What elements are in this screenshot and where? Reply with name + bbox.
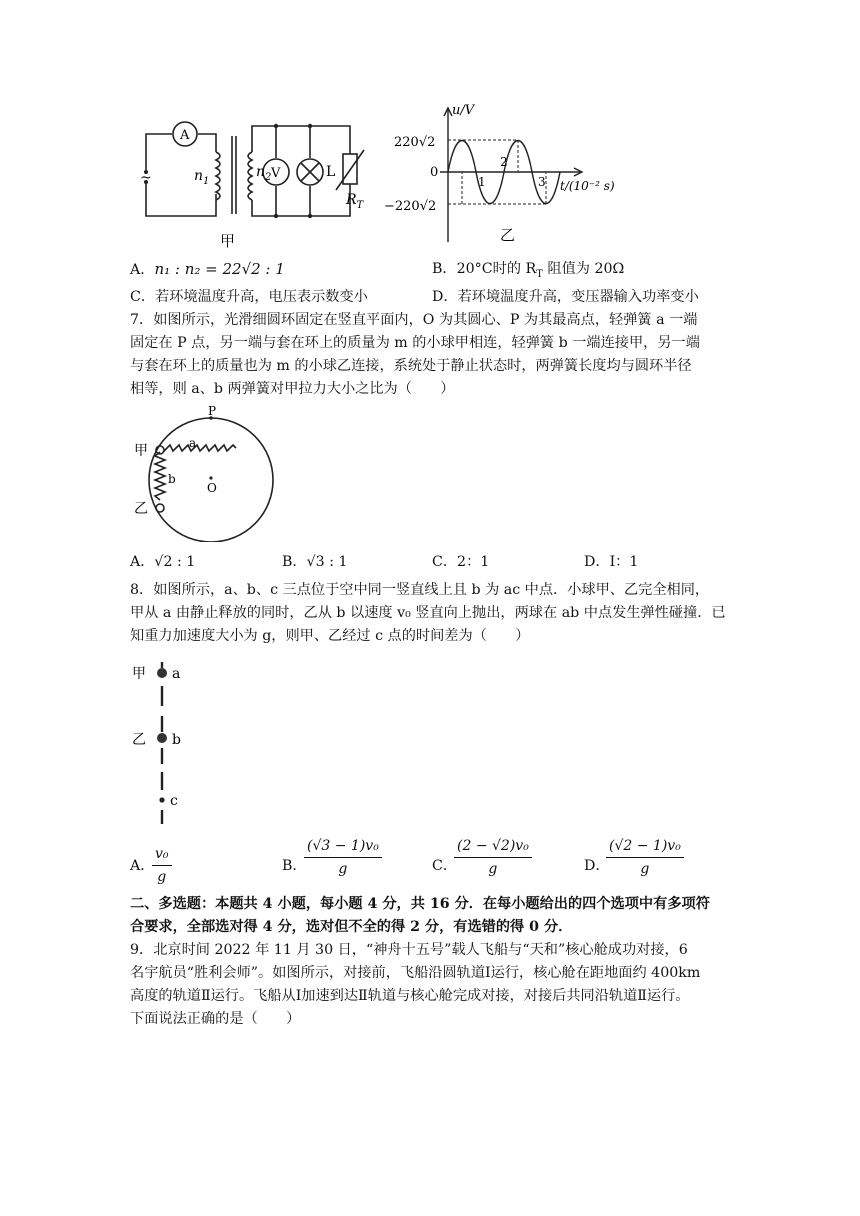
q9-stem-line-1: 9．北京时间 2022 年 11 月 30 日，“神舟十五号”载人飞船与“天和”核心舱成功对接，6 bbox=[130, 942, 688, 958]
q6-option-a-letter: A． bbox=[130, 262, 155, 278]
peak-positive-label: 220√2 bbox=[394, 135, 436, 150]
q8-option-d-letter[interactable]: D． bbox=[584, 858, 610, 874]
tick-3-label: 3 bbox=[538, 175, 546, 189]
figure-yi-label: 乙 bbox=[500, 226, 516, 244]
q7-option-d[interactable]: D．I：1 bbox=[584, 554, 639, 570]
n1-subscript: 1 bbox=[203, 176, 210, 187]
voltmeter-label: V bbox=[271, 166, 281, 181]
transformer-circuit-figure bbox=[128, 92, 368, 252]
fraction-denominator: g bbox=[338, 861, 348, 877]
q6-option-b[interactable] bbox=[432, 259, 624, 285]
q7-stem-line-1: 7．如图所示，光滑细圆环固定在竖直平面内，O 为其圆心、P 为其最高点，轻弹簧 a 一端 bbox=[130, 312, 698, 328]
section-2-header-line-1: 二、多选题：本题共 4 小题，每小题 4 分，共 16 分．在每小题给出的四个选项中有多项符 bbox=[130, 896, 710, 912]
q6-option-b-end: 阻值为 20Ω bbox=[542, 261, 625, 277]
vertical-line-figure bbox=[128, 658, 208, 828]
q7-stem-line-2: 固定在 P 点，另一端与套在环上的质量为 m 的小球甲相连，轻弹簧 b 一端连接甲，另一端 bbox=[130, 335, 700, 351]
q8-option-a-letter[interactable]: A． bbox=[130, 858, 155, 874]
fraction-denominator: g bbox=[640, 861, 650, 877]
q6-option-d[interactable]: D．若环境温度升高，变压器输入功率变小 bbox=[432, 289, 699, 305]
q9-stem-line-3: 高度的轨道Ⅱ运行。飞船从Ⅰ加速到达Ⅱ轨道与核心舱完成对接，对接后共同沿轨道Ⅱ运行。 bbox=[130, 988, 690, 1004]
q7-option-b[interactable]: B．√3 : 1 bbox=[282, 554, 348, 570]
fraction-denominator: g bbox=[157, 869, 167, 885]
svg-text:n1 bbox=[194, 168, 209, 187]
ball-yi-label: 乙 bbox=[134, 501, 148, 517]
rt-label: R bbox=[346, 192, 357, 208]
ball-jia-label: 甲 bbox=[134, 443, 148, 459]
fraction-denominator: g bbox=[488, 861, 498, 877]
t-axis-label: t/(10⁻² s) bbox=[560, 179, 615, 193]
q8-stem-line-1: 8．如图所示，a、b、c 三点位于空中同一竖直线上且 b 为 ac 中点．小球甲、乙完全相同， bbox=[130, 582, 710, 598]
q6-option-c[interactable]: C．若环境温度升高，电压表示数变小 bbox=[130, 289, 368, 305]
q6-option-b-subscript: T bbox=[536, 268, 543, 280]
q8-stem-line-2: 甲从 a 由静止释放的同时，乙从 b 以速度 v₀ 竖直向上抛出，两球在 ab 中点发生弹性碰撞．已 bbox=[130, 605, 726, 621]
ball-yi-label: 乙 bbox=[132, 732, 146, 748]
rt-subscript: T bbox=[356, 200, 364, 211]
q7-option-a[interactable]: A．√2 : 1 bbox=[130, 554, 196, 570]
ammeter-label: A bbox=[180, 128, 190, 143]
source-symbol: ~ bbox=[140, 170, 152, 186]
q6-option-b-text: 20°C时的 R bbox=[456, 261, 537, 277]
n1-label: n bbox=[194, 168, 204, 184]
n2-subscript: 2 bbox=[265, 172, 272, 183]
tick-2-label: 2 bbox=[500, 155, 508, 169]
q8-option-b-letter[interactable]: B． bbox=[282, 858, 307, 874]
u-axis-label: u/V bbox=[452, 103, 475, 118]
fraction-numerator: v₀ bbox=[152, 846, 172, 866]
q8-option-b-fraction bbox=[304, 838, 382, 877]
q9-stem-line-2: 名宇航员“胜利会师”。如图所示，对接前，飞船沿圆轨道Ⅰ运行，核心舱在距地面约 400km bbox=[130, 965, 701, 981]
point-c-label: c bbox=[170, 793, 178, 809]
svg-text:RT bbox=[345, 192, 365, 211]
point-b-label: b bbox=[172, 732, 181, 748]
q6-option-a-text: n₁ : n₂ = 22√2 : 1 bbox=[154, 260, 285, 278]
svg-text:n2 bbox=[256, 164, 271, 183]
section-2-header-line-2: 合要求，全部选对得 4 分，选对但不全的得 2 分，有选错的得 0 分． bbox=[130, 919, 573, 935]
lamp-label: L bbox=[326, 164, 336, 180]
fraction-numerator: (√2 − 1)v₀ bbox=[606, 838, 684, 858]
q7-option-c[interactable]: C．2：1 bbox=[432, 554, 490, 570]
q6-option-b-letter: B． bbox=[432, 261, 457, 277]
q8-stem-line-3: 知重力加速度大小为 g，则甲、乙经过 c 点的时间差为（ ） bbox=[130, 628, 530, 644]
point-a-label: a bbox=[172, 666, 181, 682]
q8-option-a-fraction bbox=[152, 846, 172, 885]
q8-option-c-fraction bbox=[454, 838, 532, 877]
spring-b-label: b bbox=[168, 472, 176, 486]
fraction-numerator: (√3 − 1)v₀ bbox=[304, 838, 382, 858]
voltage-waveform-figure bbox=[384, 100, 634, 250]
ball-jia-label: 甲 bbox=[132, 666, 146, 682]
q7-stem-line-4: 相等，则 a、b 两弹簧对甲拉力大小之比为（ ） bbox=[130, 381, 455, 397]
tick-1-label: 1 bbox=[478, 175, 486, 189]
peak-negative-label: −220√2 bbox=[384, 199, 437, 214]
center-o-label: O bbox=[207, 481, 217, 495]
point-p-label: P bbox=[208, 404, 217, 418]
q7-stem-line-3: 与套在环上的质量也为 m 的小球乙连接，系统处于静止状态时，两弹簧长度均与圆环半径 bbox=[130, 358, 692, 374]
spring-a-label: a bbox=[189, 436, 197, 450]
q6-option-a[interactable] bbox=[130, 259, 285, 280]
q9-stem-line-4: 下面说法正确的是（ ） bbox=[130, 1011, 301, 1027]
figure-jia-label: 甲 bbox=[220, 232, 236, 250]
fraction-numerator: (2 − √2)v₀ bbox=[454, 838, 532, 858]
zero-label: 0 bbox=[430, 165, 439, 180]
ring-spring-figure bbox=[128, 404, 288, 542]
q8-option-d-fraction bbox=[606, 838, 684, 877]
q8-option-c-letter[interactable]: C． bbox=[432, 858, 458, 874]
n2-label: n bbox=[256, 164, 266, 180]
